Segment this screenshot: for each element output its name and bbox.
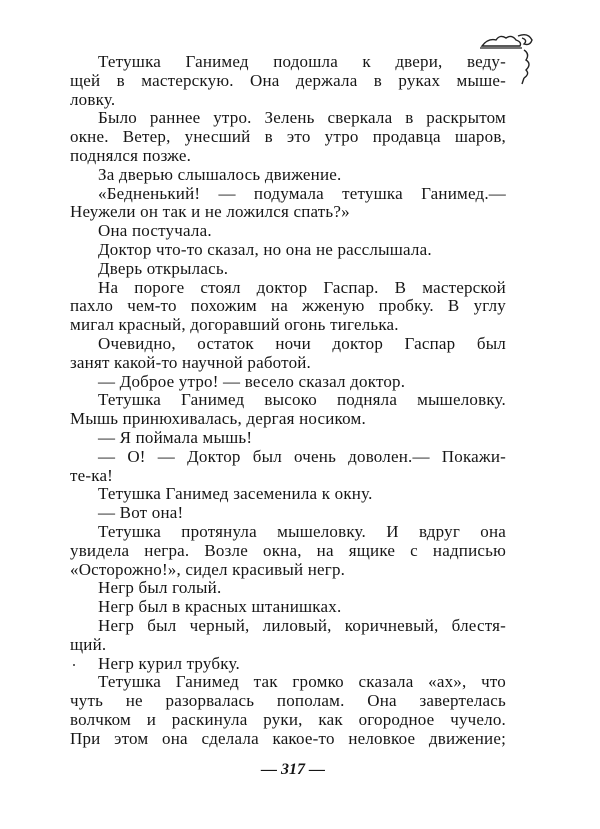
page-number: — 317 — <box>261 761 325 778</box>
text-line: занят какой-то научной работой. <box>70 352 312 372</box>
text-line: ловку. <box>70 89 116 109</box>
text-line: Негр был в красных штанишках. <box>98 597 342 617</box>
text-line: «Осторожно!», сидел красивый негр. <box>70 559 346 579</box>
paragraph <box>70 222 506 241</box>
text-line: Негр был черный, лиловый, коричневый, блестя- <box>98 615 506 635</box>
text-line: Тетушка Ганимед засеменила к окну. <box>98 484 373 504</box>
text-line: Неужели он так и не ложился спать?» <box>70 202 350 222</box>
paragraph <box>70 523 506 579</box>
paragraph <box>70 279 506 335</box>
paragraph <box>70 504 506 523</box>
paragraph <box>70 655 506 674</box>
text-line: За дверью слышалось движение. <box>98 164 342 184</box>
text-line: окне. Ветер, унесший в это утро продавца шаров, <box>70 127 506 147</box>
paragraph <box>70 109 506 165</box>
paragraph <box>70 673 506 748</box>
text-line: щей в мастерскую. Она держала в руках мыше- <box>70 70 506 90</box>
paragraph <box>70 485 506 504</box>
text-line: На пороге стоял доктор Гаспар. В мастерской <box>98 277 506 297</box>
text-line: Тетушка Ганимед подошла к двери, веду- <box>98 52 506 71</box>
text-line: — Доброе утро! — весело сказал доктор. <box>98 371 406 391</box>
paragraph <box>70 391 506 429</box>
text-line: поднялся позже. <box>70 145 192 165</box>
text-line: Тетушка протянула мышеловку. И вдруг она <box>98 521 506 541</box>
paragraph <box>70 241 506 260</box>
text-line: пахло чем-то похожим на жженую пробку. В углу <box>70 296 506 316</box>
paragraph <box>70 617 506 655</box>
text-line: Мышь принюхивалась, дергая носиком. <box>70 409 366 429</box>
paragraph <box>70 448 506 486</box>
text-line: Дверь открылась. <box>98 258 229 278</box>
text-line: те-ка! <box>70 465 114 485</box>
paragraph <box>70 166 506 185</box>
paragraph <box>70 335 506 373</box>
text-line: При этом она сделала какое-то неловкое движение; <box>70 728 506 748</box>
text-line: Она постучала. <box>98 221 212 241</box>
print-speck <box>73 664 75 666</box>
text-line: мигал красный, догоравший огонь тигелька. <box>70 315 399 335</box>
book-text <box>70 53 506 748</box>
text-line: — О! — Доктор был очень доволен.— Покажи- <box>98 446 506 466</box>
paragraph <box>70 260 506 279</box>
paragraph <box>70 429 506 448</box>
text-line: «Бедненький! — подумала тетушка Ганимед.— <box>98 183 506 203</box>
text-line: Негр курил трубку. <box>98 653 240 673</box>
paragraph <box>70 579 506 598</box>
paragraph <box>70 598 506 617</box>
text-line: чуть не разорвалась пополам. Она завертелась <box>70 691 506 711</box>
text-line: волчком и раскинула руки, как огородное чучело. <box>70 709 506 729</box>
paragraph <box>70 53 506 109</box>
text-line: щий. <box>70 634 107 654</box>
paragraph <box>70 185 506 223</box>
text-line: Доктор что-то сказал, но она не расслышала. <box>98 239 432 259</box>
text-line: — Я поймала мышь! <box>98 427 253 447</box>
paragraph <box>70 373 506 392</box>
text-line: Тетушка Ганимед так громко сказала «ах», что <box>98 672 506 692</box>
text-line: Негр был голый. <box>98 578 222 598</box>
text-line: увидела негра. Возле окна, на ящике с надписью <box>70 540 506 560</box>
text-line: Было раннее утро. Зелень сверкала в раскрытом <box>98 108 506 128</box>
text-line: Очевидно, остаток ночи доктор Гаспар был <box>98 333 506 353</box>
text-line: — Вот она! <box>98 503 184 523</box>
text-line: Тетушка Ганимед высоко подняла мышеловку. <box>98 390 506 410</box>
